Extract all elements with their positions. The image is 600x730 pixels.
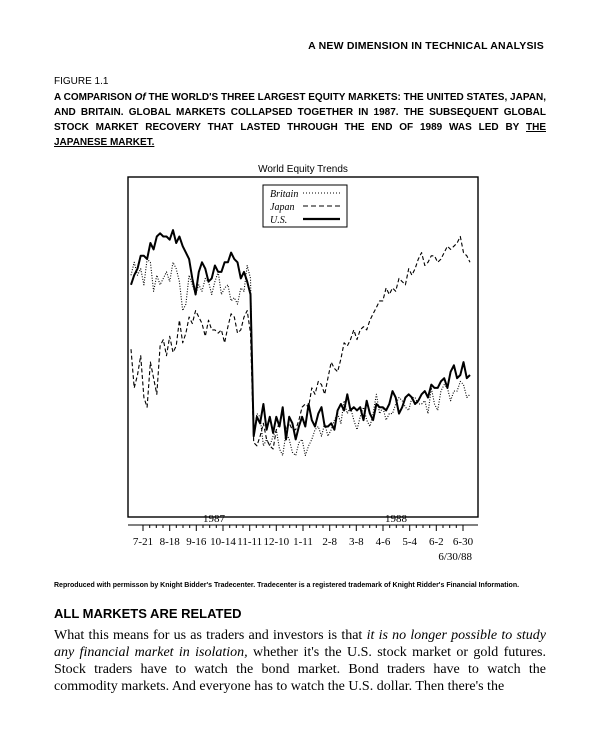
series-line-britain: [131, 259, 470, 455]
section-heading: ALL MARKETS ARE RELATED: [54, 606, 242, 621]
x-tick-label: 9-16: [186, 536, 207, 548]
plot-frame: [128, 177, 478, 517]
legend: [263, 185, 347, 227]
year-label-1987: 1987: [203, 513, 225, 525]
x-tick-label: 4-6: [375, 536, 391, 548]
x-tick-label: 10-14: [210, 536, 236, 548]
caption-part-2: Of: [134, 92, 146, 103]
x-tick-label: 3-8: [348, 536, 364, 548]
legend-label-us: U.S.: [270, 215, 288, 226]
legend-label-britain: Britain: [270, 189, 299, 200]
caption-part-3: THE WORLD'S THREE LARGEST EQUITY MARKETS: THE UNITED STATES, JAPAN, AND BRITAIN. GLOBAL MARKETS COLLAPSED TOGETHER IN 1987. THE SUBSEQUENT GLOBAL STOCK MARKET RECOVERY THAT LASTED THROUGH THE END OF 1989 WAS LED BY: [54, 92, 546, 133]
chart-container: [0, 155, 600, 575]
chart-title: World Equity Trends: [258, 164, 348, 175]
end-date-label: 6/30/88: [438, 551, 472, 563]
x-tick-label: 2-8: [322, 536, 338, 548]
x-tick-label: 7-21: [132, 536, 154, 548]
caption-part-1: A COMPARISON: [54, 92, 135, 103]
caption-part-4: THE JAPANESE MARKET.: [54, 122, 546, 148]
x-tick-label: 11-11: [237, 536, 263, 548]
body-part-3: whether it's the U.S. stock market or gold futures. Stock traders have to watch the bond market. Bond traders have to watch the commodity markets. And everyone has to watch the U.S. dollar. Then there's the: [54, 645, 546, 694]
x-tick-label: 6-30: [452, 536, 474, 548]
x-tick-label: 6-2: [428, 536, 444, 548]
body-part-1: What this means for us as traders and investors is that: [54, 628, 367, 643]
series-layer: [131, 230, 470, 455]
world-equity-chart: [0, 155, 600, 575]
series-line-japan: [131, 237, 470, 450]
running-head: A NEW DIMENSION IN TECHNICAL ANALYSIS: [308, 40, 544, 52]
figure-caption: [54, 90, 546, 150]
x-tick-label: 8-18: [159, 536, 180, 548]
year-label-1988: 1988: [385, 513, 407, 525]
x-tick-label: 5-4: [402, 536, 418, 548]
x-tick-label: 12-10: [263, 536, 290, 548]
legend-label-japan: Japan: [270, 202, 295, 213]
figure-number: FIGURE 1.1: [54, 76, 109, 87]
x-tick-label: 1-11: [293, 536, 313, 548]
body-paragraph: [54, 627, 546, 695]
body-part-2: it is no longer possible to study any financial market in isolation,: [54, 628, 546, 660]
tick-layer: [133, 525, 474, 548]
figure-credit: Reproduced with permisson by Knight Bidder's Tradecenter. Tradecenter is a registered trademark of Knight Ridder's Financial Information.: [54, 582, 520, 589]
